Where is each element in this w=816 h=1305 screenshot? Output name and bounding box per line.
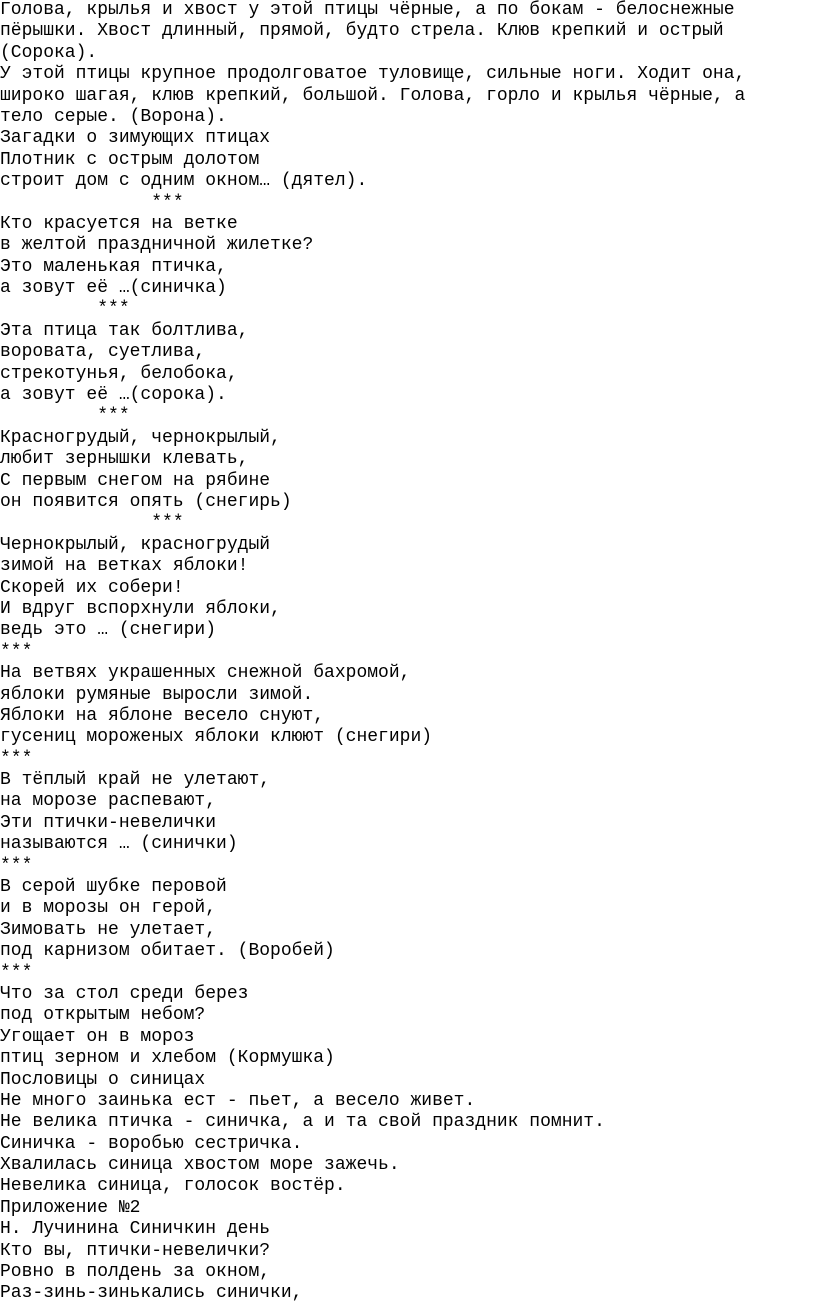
- text-line: Пословицы о синицах: [0, 1069, 206, 1090]
- text-line: и в морозы он герой,: [0, 898, 217, 919]
- text-line: В серой шубке перовой: [0, 877, 227, 898]
- text-line: ***: [0, 641, 33, 662]
- text-line: ***: [0, 299, 130, 320]
- text-line: любит зернышки клевать,: [0, 449, 249, 470]
- text-line: Плотник с острым долотом: [0, 149, 260, 170]
- text-line: ***: [0, 962, 33, 983]
- text-line: Ровно в полдень за окном,: [0, 1262, 271, 1283]
- text-line: стрекотунья, белобока,: [0, 363, 238, 384]
- text-line: Кто красуется на ветке: [0, 213, 238, 234]
- text-line: он появится опять (снегирь): [0, 491, 292, 512]
- text-line: пёрышки. Хвост длинный, прямой, будто стрела. Клюв крепкий и острый: [0, 21, 724, 42]
- text-line: Скорей их собери!: [0, 577, 184, 598]
- text-line: яблоки румяные выросли зимой.: [0, 684, 314, 705]
- text-line: ведь это … (снегири): [0, 620, 217, 641]
- text-line: Загадки о зимующих птицах: [0, 128, 271, 149]
- text-line: гусениц мороженых яблоки клюют (снегири): [0, 727, 433, 748]
- text-line: Эта птица так болтлива,: [0, 320, 249, 341]
- text-line: зимой на ветках яблоки!: [0, 556, 249, 577]
- text-line: а зовут её …(сорока).: [0, 385, 227, 406]
- text-line: ***: [0, 406, 130, 427]
- text-line: называются … (синички): [0, 834, 238, 855]
- text-line: тело серые. (Ворона).: [0, 106, 227, 127]
- text-line: воровата, суетлива,: [0, 342, 206, 363]
- text-line: ***: [0, 855, 33, 876]
- text-line: Кто вы, птички-невелички?: [0, 1240, 271, 1261]
- text-line: под открытым небом?: [0, 1005, 206, 1026]
- text-line: широко шагая, клюв крепкий, большой. Голова, горло и крылья чёрные, а: [0, 85, 746, 106]
- text-line: Чернокрылый, красногрудый: [0, 534, 271, 555]
- text-line: Голова, крылья и хвост у этой птицы чёрные, а по бокам - белоснежные: [0, 0, 735, 20]
- text-line: (Сорока).: [0, 42, 98, 63]
- text-line: Синичка - воробью сестричка.: [0, 1133, 303, 1154]
- text-line: Это маленькая птичка,: [0, 256, 227, 277]
- text-line: Хвалилась синица хвостом море зажечь.: [0, 1155, 400, 1176]
- text-line: Яблоки на яблоне весело снуют,: [0, 705, 325, 726]
- text-line: Что за стол среди берез: [0, 983, 249, 1004]
- text-line: И вдруг вспорхнули яблоки,: [0, 598, 281, 619]
- text-line: птиц зерном и хлебом (Кормушка): [0, 1048, 335, 1069]
- text-line: Не велика птичка - синичка, а и та свой праздник помнит.: [0, 1112, 605, 1133]
- text-line: ***: [0, 192, 184, 213]
- text-line: Приложение №2: [0, 1197, 141, 1218]
- text-line: У этой птицы крупное продолговатое туловище, сильные ноги. Ходит она,: [0, 64, 746, 85]
- text-line: Не много заинька ест - пьет, а весело живет.: [0, 1090, 476, 1111]
- text-line: а зовут её …(синичка): [0, 278, 227, 299]
- text-line: под карнизом обитает. (Воробей): [0, 941, 335, 962]
- text-line: Красногрудый, чернокрылый,: [0, 427, 281, 448]
- text-line: Раз-зинь-зинькались синички,: [0, 1283, 303, 1304]
- text-line: Эти птички-невелички: [0, 812, 217, 833]
- text-line: Зимовать не улетает,: [0, 919, 217, 940]
- text-line: В тёплый край не улетают,: [0, 770, 271, 791]
- text-line: С первым снегом на рябине: [0, 470, 271, 491]
- text-line: Невелика синица, голосок востёр.: [0, 1176, 346, 1197]
- text-line: строит дом с одним окном… (дятел).: [0, 171, 368, 192]
- text-line: в желтой праздничной жилетке?: [0, 235, 314, 256]
- text-line: Угощает он в мороз: [0, 1026, 195, 1047]
- text-line: на морозе распевают,: [0, 791, 217, 812]
- text-line: ***: [0, 748, 33, 769]
- text-line: Н. Лучинина Синичкин день: [0, 1219, 271, 1240]
- text-line: ***: [0, 513, 184, 534]
- text-line: На ветвях украшенных снежной бахромой,: [0, 663, 411, 684]
